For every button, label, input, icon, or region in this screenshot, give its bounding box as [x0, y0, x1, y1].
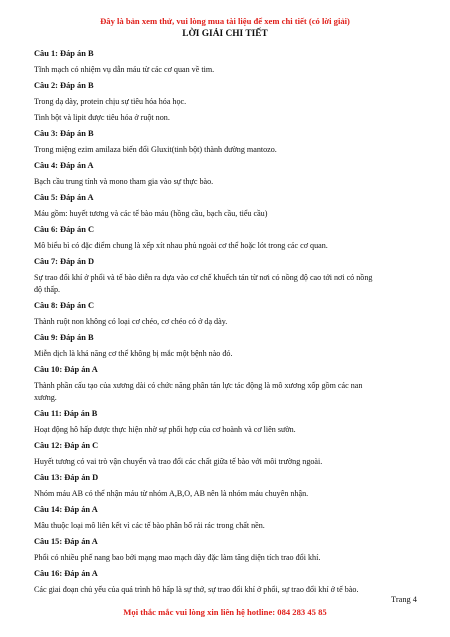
answer-heading: Câu 14: Đáp án A [34, 505, 98, 514]
explanation-line: Máu gồm: huyết tương và các tế bào máu (hồng cầu, bạch cầu, tiểu cầu) [34, 209, 268, 218]
answer-heading: Câu 13: Đáp án D [34, 473, 99, 482]
answer-heading: Câu 10: Đáp án A [34, 365, 98, 374]
answer-list [34, 43, 418, 600]
answer-item [34, 408, 418, 435]
hotline-footer: Mọi thắc mắc vui lòng xin liên hệ hotline: 084 283 45 85 [123, 607, 327, 617]
explanation-line: Hoạt động hô hấp được thực hiện nhờ sự phối hợp của cơ hoành và cơ liên sườn. [34, 425, 296, 434]
explanation-line: Trong miệng ezim amilaza biến đổi Gluxit(tinh bột) thành đường mantozo. [34, 145, 277, 154]
explanation-line: xương. [34, 393, 57, 402]
answer-item [34, 536, 418, 563]
answer-heading: Câu 2: Đáp án B [34, 81, 94, 90]
answer-heading: Câu 8: Đáp án C [34, 301, 95, 310]
answer-heading: Câu 5: Đáp án A [34, 193, 94, 202]
page-number: Trang 4 [391, 595, 417, 604]
page-title: LỜI GIẢI CHI TIẾT [182, 29, 268, 39]
answer-item [34, 128, 418, 155]
explanation-line: Mô biểu bì có đặc điểm chung là xếp xít nhau phủ ngoài cơ thể hoặc lót trong các cơ quan. [34, 241, 328, 250]
answer-item [34, 224, 418, 251]
answer-item [34, 568, 418, 595]
answer-heading: Câu 7: Đáp án D [34, 257, 95, 266]
explanation-line: Bạch cầu trung tính và mono tham gia vào sự thực bào. [34, 177, 214, 186]
answer-heading: Câu 15: Đáp án A [34, 537, 98, 546]
explanation-line: Tinh bột và lipit được tiêu hóa ở ruột non. [34, 113, 170, 122]
answer-item [34, 504, 418, 531]
answer-heading: Câu 16: Đáp án A [34, 569, 98, 578]
explanation-line: Tĩnh mạch có nhiệm vụ dẫn máu từ các cơ quan về tim. [34, 65, 215, 74]
answer-item [34, 256, 418, 295]
explanation-line: Mâu thuộc loại mô liên kết vì các tế bào phân bố rải rác trong chất nền. [34, 521, 265, 530]
answer-item [34, 440, 418, 467]
answer-item [34, 48, 418, 75]
answer-heading: Câu 11: Đáp án B [34, 409, 98, 418]
answer-heading: Câu 12: Đáp án C [34, 441, 99, 450]
explanation-line: độ thấp. [34, 285, 61, 294]
explanation-line: Huyết tương có vai trò vận chuyển và trao đổi các chất giữa tế bào với môi trường ngoài. [34, 457, 323, 466]
explanation-line: Trong dạ dày, protein chịu sự tiêu hóa hóa học. [34, 97, 187, 106]
answer-item [34, 300, 418, 327]
answer-item [34, 160, 418, 187]
answer-heading: Câu 3: Đáp án B [34, 129, 94, 138]
explanation-line: Miễn dịch là khả năng cơ thể không bị mắc một bệnh nào đó. [34, 349, 233, 358]
answer-item [34, 332, 418, 359]
answer-item [34, 364, 418, 403]
explanation-line: Nhóm máu AB có thể nhận máu từ nhóm A,B,O, AB nên là nhóm máu chuyên nhận. [34, 489, 309, 498]
answer-item [34, 80, 418, 123]
explanation-line: Thành phần cấu tạo của xương dài có chức năng phân tán lực tác động là mô xương xốp gồm các nan [34, 381, 363, 390]
explanation-line: Phổi có nhiều phế nang bao bởi mạng mao mạch dày đặc làm tăng diện tích trao đổi khí. [34, 553, 321, 562]
answer-heading: Câu 9: Đáp án B [34, 333, 94, 342]
answer-heading: Câu 1: Đáp án B [34, 49, 94, 58]
answer-item [34, 472, 418, 499]
answer-heading: Câu 4: Đáp án A [34, 161, 94, 170]
preview-notice-header: Đây là bản xem thử, vui lòng mua tài liệu để xem chi tiết (có lời giải) [100, 16, 350, 26]
explanation-line: Các giai đoạn chủ yếu của quá trình hô hấp là sự thở, sự trao đổi khí ở phổi, sự trao đổi khí ở tế bào. [34, 585, 359, 594]
answer-heading: Câu 6: Đáp án C [34, 225, 95, 234]
answer-item [34, 192, 418, 219]
explanation-line: Thành ruột non không có loại cơ chéo, cơ chéo có ở dạ dày. [34, 317, 228, 326]
explanation-line: Sự trao đổi khí ở phổi và tế bào diễn ra dựa vào cơ chế khuếch tán từ nơi có nồng độ cao tới nơi có nồng [34, 273, 373, 282]
